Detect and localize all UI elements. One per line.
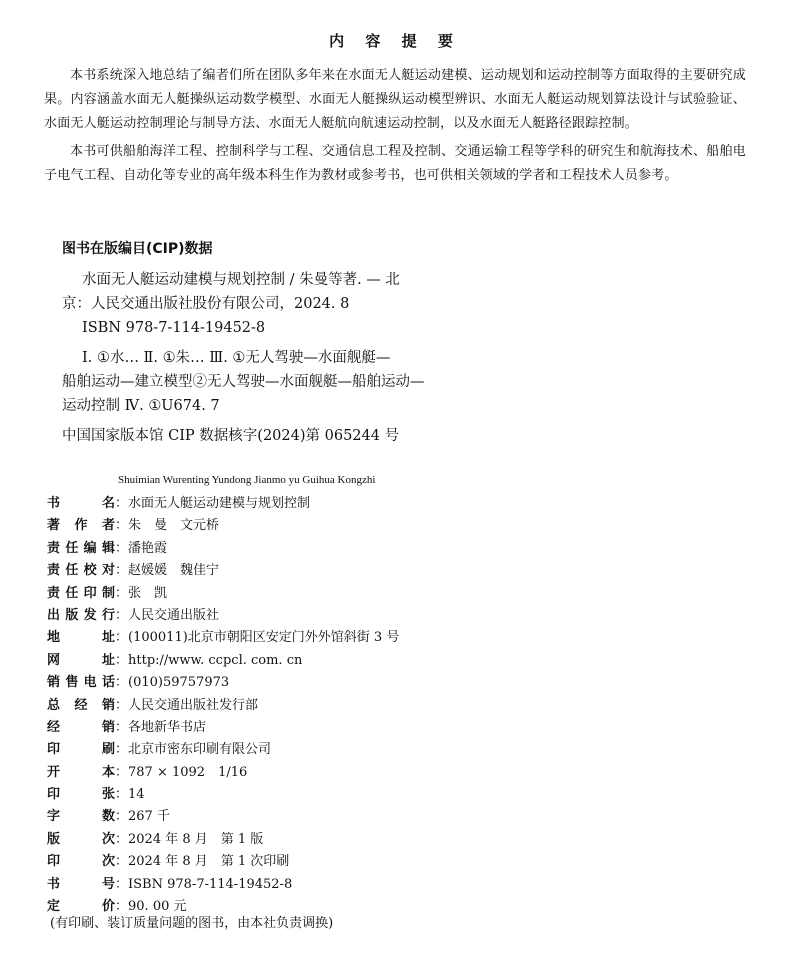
info-label: 书名 (47, 496, 115, 511)
cip-classification: Ⅰ. ①水… Ⅱ. ①朱… Ⅲ. ①无人驾驶—水面舰艇— (82, 350, 391, 366)
info-value: 潘艳霞 (128, 540, 168, 556)
info-row: 地址：(100011)北京市朝阳区安定门外外馆斜街 3 号 (47, 627, 747, 649)
info-value: 267 千 (128, 809, 170, 825)
info-label: 责任编辑 (47, 540, 115, 556)
info-value: 90. 00 元 (128, 899, 187, 915)
info-label: 印张 (47, 787, 115, 803)
info-row: 开本：787 × 1092 1/16 (47, 762, 747, 784)
info-label: 版次 (47, 831, 115, 847)
info-label: 总经销 (47, 697, 115, 713)
summary-heading: 内 容 提 要 (329, 32, 461, 50)
quality-note: (有印刷、装订质量问题的图书，由本社负责调换) (50, 916, 334, 931)
info-row: 字数：267 千 (47, 806, 747, 828)
info-row: 责任印制：张 凯 (47, 583, 747, 605)
publication-info (47, 493, 747, 918)
info-label: 地址 (47, 630, 115, 646)
info-value: 张 凯 (128, 585, 168, 601)
info-row: 印次：2024 年 8 月 第 1 次印刷 (47, 851, 747, 873)
cip-publisher-line: 京：人民交通出版社股份有限公司，2024. 8 (62, 296, 350, 312)
summary-text (44, 64, 746, 192)
cip-isbn: ISBN 978-7-114-19452-8 (82, 320, 266, 336)
info-value: (100011)北京市朝阳区安定门外外馆斜街 3 号 (128, 630, 400, 646)
info-row: 责任校对：赵媛媛 魏佳宁 (47, 560, 747, 582)
info-label: 开本 (47, 764, 115, 780)
info-row: 定价：90. 00 元 (47, 896, 747, 918)
info-label: 网址 (47, 652, 115, 668)
info-label: 责任校对 (47, 563, 115, 579)
info-row: 书号：ISBN 978-7-114-19452-8 (47, 874, 747, 896)
info-label: 印次 (47, 854, 115, 870)
cip-record (62, 268, 482, 448)
info-value: ISBN 978-7-114-19452-8 (128, 876, 293, 892)
info-value: (010)59757973 (128, 675, 230, 691)
cip-title: 图书在版编目(CIP)数据 (62, 241, 213, 257)
info-value: 人民交通出版社发行部 (128, 697, 259, 713)
info-value: 787 × 1092 1/16 (128, 764, 248, 780)
info-label: 印刷 (47, 742, 115, 758)
info-value: 水面无人艇运动建模与规划控制 (128, 496, 311, 511)
info-row: 网址：http://www. ccpcl. com. cn (47, 650, 747, 672)
info-label: 出版发行 (47, 607, 115, 623)
info-value: http://www. ccpcl. com. cn (128, 652, 303, 668)
info-row: 书名：水面无人艇运动建模与规划控制 (47, 493, 747, 515)
info-value: 14 (128, 787, 145, 803)
summary-paragraph: 本书系统深入地总结了编者们所在团队多年来在水面无人艇运动建模、运动规划和运动控制等方面取得的主要研究成果。内容涵盖水面无人艇操纵运动数学模型、水面无人艇操纵运动模型辨识、水面无人艇运动规划算法设计与试验验证、水面无人艇运动控制理论与制导方法、水面无人艇航向航速运动控制，以及水面无人艇路径跟踪控制。 (44, 68, 746, 131)
info-value: 赵媛媛 魏佳宁 (128, 563, 220, 579)
info-row: 销售电话：(010)59757973 (47, 672, 747, 694)
info-row: 印张：14 (47, 784, 747, 806)
info-value: 朱 曼 文元桥 (128, 518, 220, 534)
info-label: 责任印制 (47, 585, 115, 601)
info-label: 定价 (47, 899, 115, 915)
summary-paragraph: 本书可供船舶海洋工程、控制科学与工程、交通信息工程及控制、交通运输工程等学科的研究生和航海技术、船舶电子电气工程、自动化等专业的高年级本科生作为教材或参考书，也可供相关领域的学者和工程技术人员参考。 (44, 144, 746, 183)
info-label: 著作者 (47, 518, 115, 534)
info-value: 各地新华书店 (128, 719, 207, 735)
info-value: 2024 年 8 月 第 1 次印刷 (128, 854, 290, 870)
cip-book-line: 水面无人艇运动建模与规划控制 / 朱曼等著. — 北 (82, 272, 400, 288)
cip-record-number: 中国国家版本馆 CIP 数据核字(2024)第 065244 号 (62, 428, 400, 444)
info-label: 字数 (47, 809, 115, 825)
info-label: 书号 (47, 876, 115, 892)
pinyin-title: Shuimian Wurenting Yundong Jianmo yu Guihua Kongzhi (118, 474, 376, 486)
info-row: 版次：2024 年 8 月 第 1 版 (47, 829, 747, 851)
info-row: 总经销：人民交通出版社发行部 (47, 695, 747, 717)
info-value: 2024 年 8 月 第 1 版 (128, 831, 264, 847)
info-row: 出版发行：人民交通出版社 (47, 605, 747, 627)
info-row: 责任编辑：潘艳霞 (47, 538, 747, 560)
info-row: 著作者：朱 曼 文元桥 (47, 515, 747, 537)
cip-classification: 运动控制 Ⅳ. ①U674. 7 (62, 398, 220, 414)
info-value: 北京市密东印刷有限公司 (128, 742, 272, 758)
info-label: 销售电话 (47, 675, 115, 691)
info-row: 印刷：北京市密东印刷有限公司 (47, 739, 747, 761)
info-row: 经销：各地新华书店 (47, 717, 747, 739)
cip-classification: 船舶运动—建立模型②无人驾驶—水面舰艇—船舶运动— (62, 374, 425, 390)
info-value: 人民交通出版社 (128, 607, 220, 623)
info-label: 经销 (47, 719, 115, 735)
